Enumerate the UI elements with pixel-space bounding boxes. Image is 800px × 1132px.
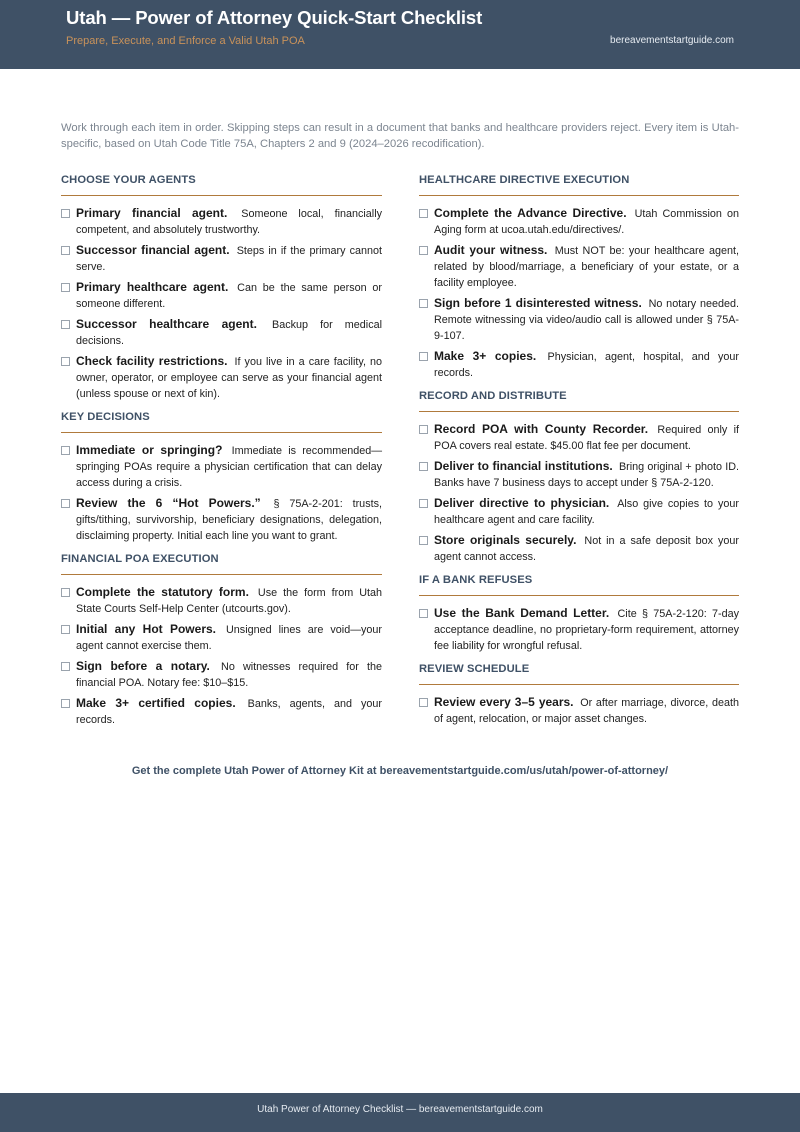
item-lead: Make 3+ copies. xyxy=(434,349,537,363)
item-description: Use the form from Utah State Courts Self-Help Center (utcourts.gov). xyxy=(76,587,383,615)
section-title: HEALTHCARE DIRECTIVE EXECUTION xyxy=(419,174,739,196)
item-lead: Sign before 1 disinterested witness. xyxy=(434,296,642,310)
item-lead: Sign before a notary. xyxy=(76,659,210,673)
checklist-item xyxy=(61,205,382,238)
item-description: Required only if POA covers real estate. $45.00 flat fee per document. xyxy=(434,424,739,452)
checklist-section xyxy=(419,390,739,565)
item-lead: Use the Bank Demand Letter. xyxy=(434,606,610,620)
item-description: Unsigned lines are void—your agent cannot exercise them. xyxy=(76,624,383,652)
checklist-section xyxy=(61,411,382,544)
checklist-item xyxy=(419,694,739,727)
item-description: Backup for medical decisions. xyxy=(76,319,383,347)
checkbox[interactable] xyxy=(419,299,428,308)
item-lead: Immediate or springing? xyxy=(76,443,223,457)
checklist-item xyxy=(61,658,382,691)
checklist-item xyxy=(61,495,382,544)
section-title: FINANCIAL POA EXECUTION xyxy=(61,553,382,575)
item-description: Or after marriage, divorce, death of agent, relocation, or major asset changes. xyxy=(434,697,739,725)
item-description: Must NOT be: your healthcare agent, related by blood/marriage, a beneficiary of your estate, or a facility employee. xyxy=(434,245,739,289)
checkbox[interactable] xyxy=(61,499,70,508)
item-description: Utah Commission on Aging form at ucoa.utah.edu/directives/. xyxy=(434,208,740,236)
checklist-item xyxy=(61,316,382,349)
item-description: No notary needed. Remote witnessing via video/audio call is allowed under § 75A-9-107. xyxy=(434,298,739,342)
item-description: Bring original + photo ID. Banks have 7 business days to accept under § 75A-2-120. xyxy=(434,461,740,489)
checklist-item xyxy=(61,353,382,402)
section-title: CHOOSE YOUR AGENTS xyxy=(61,174,382,196)
item-description: Not in a safe deposit box your agent cannot access. xyxy=(434,535,740,563)
checklist-item xyxy=(419,458,739,491)
right-column xyxy=(419,174,739,736)
item-lead: Complete the statutory form. xyxy=(76,585,249,599)
checklist-item xyxy=(419,205,739,238)
item-lead: Audit your witness. xyxy=(434,243,548,257)
kit-link-cta[interactable]: Get the complete Utah Power of Attorney Kit at bereavementstartguide.com/us/utah/power-of-attorney/ xyxy=(131,765,669,777)
item-description: Immediate is recommended—springing POAs require a physician certification that can delay access during a crisis. xyxy=(76,445,383,489)
checklist-section xyxy=(419,174,739,381)
checkbox[interactable] xyxy=(61,357,70,366)
checkbox[interactable] xyxy=(419,352,428,361)
checklist-item xyxy=(419,242,739,291)
section-title: RECORD AND DISTRIBUTE xyxy=(419,390,739,412)
checkbox[interactable] xyxy=(61,246,70,255)
checkbox[interactable] xyxy=(61,625,70,634)
page-header xyxy=(0,0,800,69)
checkbox[interactable] xyxy=(61,662,70,671)
item-description: § 75A-2-201: trusts, gifts/tithing, survivorship, beneficiary designations, delegation, disclaiming property. Initial each line you want to grant. xyxy=(76,498,382,542)
item-description: No witnesses required for the financial POA. Notary fee: $10–$15. xyxy=(76,661,382,689)
checkbox[interactable] xyxy=(419,609,428,618)
item-lead: Review every 3–5 years. xyxy=(434,695,574,709)
item-lead: Deliver to financial institutions. xyxy=(434,459,613,473)
checkbox[interactable] xyxy=(419,246,428,255)
item-lead: Review the 6 “Hot Powers.” xyxy=(76,496,261,510)
section-title: KEY DECISIONS xyxy=(61,411,382,433)
checklist-item xyxy=(61,442,382,491)
item-lead: Successor financial agent. xyxy=(76,243,230,257)
checkbox[interactable] xyxy=(419,499,428,508)
item-description: Someone local, financially competent, and absolutely trustworthy. xyxy=(76,208,382,236)
checklist-item xyxy=(61,242,382,275)
item-lead: Initial any Hot Powers. xyxy=(76,622,216,636)
checklist-item xyxy=(61,621,382,654)
checklist-item xyxy=(61,584,382,617)
checklist-section xyxy=(419,574,739,654)
intro-text: Work through each item in order. Skipping steps can result in a document that banks and healthcare providers reject. Every item is Utah-specific, based on Utah Code Title 75A, Chapters 2 and 9 (2024–2026 recodification). xyxy=(61,122,739,150)
item-lead: Deliver directive to physician. xyxy=(434,496,610,510)
checklist-item xyxy=(419,605,739,654)
section-title: IF A BANK REFUSES xyxy=(419,574,739,596)
item-lead: Primary healthcare agent. xyxy=(76,280,229,294)
checklist-item xyxy=(61,695,382,728)
checkbox[interactable] xyxy=(61,588,70,597)
item-lead: Store originals securely. xyxy=(434,533,577,547)
checklist-item xyxy=(419,421,739,454)
checkbox[interactable] xyxy=(61,446,70,455)
checklist-item xyxy=(419,495,739,528)
item-lead: Complete the Advance Directive. xyxy=(434,206,627,220)
checkbox[interactable] xyxy=(61,283,70,292)
item-description: Banks, agents, and your records. xyxy=(76,698,383,726)
item-description: Also give copies to your healthcare agent and care facility. xyxy=(434,498,740,526)
checklist-item xyxy=(61,279,382,312)
checklist-item xyxy=(419,348,739,381)
checkbox[interactable] xyxy=(419,462,428,471)
page-subtitle: Prepare, Execute, and Enforce a Valid Utah POA xyxy=(66,35,305,47)
item-description: Steps in if the primary cannot serve. xyxy=(76,245,383,273)
checkbox[interactable] xyxy=(419,698,428,707)
site-name: bereavementstartguide.com xyxy=(610,35,734,46)
item-lead: Successor healthcare agent. xyxy=(76,317,257,331)
checklist-item xyxy=(419,295,739,344)
checklist-section xyxy=(61,174,382,402)
item-lead: Make 3+ certified copies. xyxy=(76,696,236,710)
checkbox[interactable] xyxy=(61,209,70,218)
item-description: If you live in a care facility, no owner, operator, or employee can serve as your financial agent (unless spouse or next of kin). xyxy=(76,356,383,400)
checklist-section xyxy=(419,663,739,727)
checklist-item xyxy=(419,532,739,565)
item-lead: Record POA with County Recorder. xyxy=(434,422,649,436)
checkbox[interactable] xyxy=(419,209,428,218)
item-description: Cite § 75A-2-120: 7-day acceptance deadline, no proprietary-form requirement, attorney fee liability for wrongful refusal. xyxy=(434,608,739,652)
item-lead: Primary financial agent. xyxy=(76,206,228,220)
item-description: Physician, agent, hospital, and your records. xyxy=(434,351,740,379)
item-description: Can be the same person or someone different. xyxy=(76,282,383,310)
page-footer: Utah Power of Attorney Checklist — bereavementstartguide.com xyxy=(0,1093,800,1132)
page-title: Utah — Power of Attorney Quick-Start Checklist xyxy=(66,7,483,28)
checkbox[interactable] xyxy=(61,320,70,329)
checklist-section xyxy=(61,553,382,728)
checkbox[interactable] xyxy=(419,536,428,545)
checkbox[interactable] xyxy=(61,699,70,708)
checkbox[interactable] xyxy=(419,425,428,434)
item-lead: Check facility restrictions. xyxy=(76,354,228,368)
left-column xyxy=(61,174,382,737)
section-title: REVIEW SCHEDULE xyxy=(419,663,739,685)
